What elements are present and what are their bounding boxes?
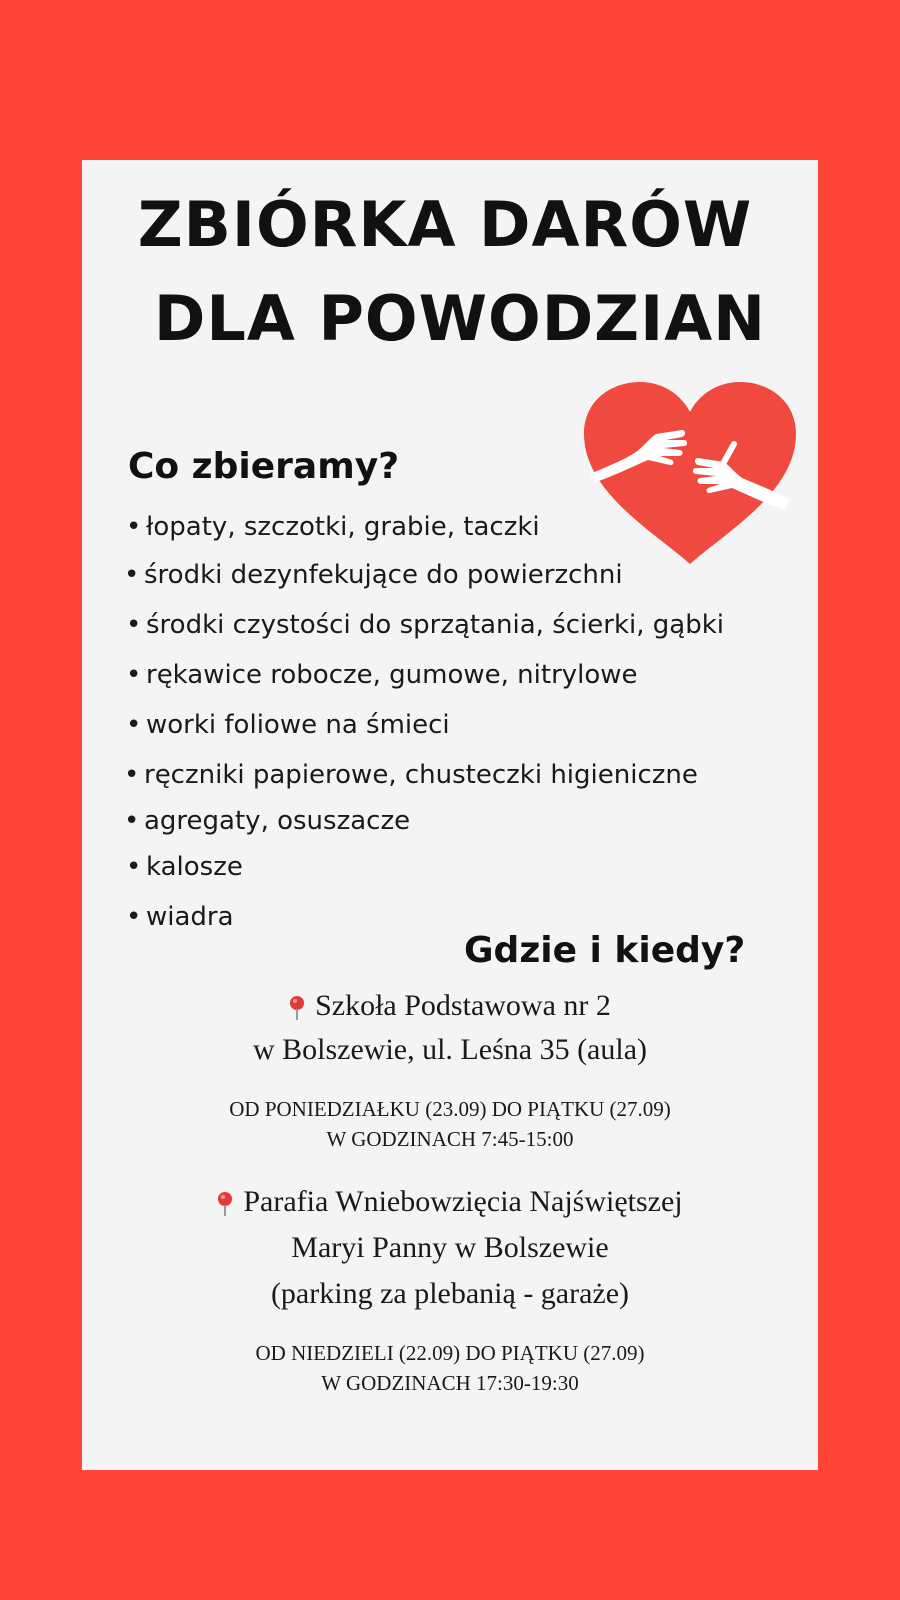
bullet: •: [126, 710, 142, 740]
list-item: [124, 760, 698, 790]
location-2-note: (parking za plebanią - garaże): [270, 1277, 630, 1310]
bullet: •: [126, 852, 142, 882]
bullet: •: [124, 560, 140, 590]
item-text: rękawice robocze, gumowe, nitrylowe: [146, 660, 638, 690]
item-text: agregaty, osuszacze: [144, 806, 411, 836]
location-2-hours: W GODZINACH 17:30-19:30: [321, 1371, 579, 1395]
bullet: •: [126, 610, 142, 640]
bullet: •: [124, 760, 140, 790]
item-text: środki czystości do sprzątania, ścierki, gąbki: [146, 610, 724, 640]
what-we-collect-heading: Co zbieramy?: [128, 446, 400, 487]
location-1-days: OD PONIEDZIAŁKU (23.09) DO PIĄTKU (27.09): [229, 1097, 671, 1121]
list-item: [126, 512, 540, 542]
location-1-line-1: [82, 984, 818, 1028]
location-2-name: Parafia Wniebowzięcia Najświętszej: [243, 1185, 683, 1218]
list-item: [126, 902, 234, 932]
bullet: •: [124, 806, 140, 836]
item-text: wiadra: [146, 902, 234, 932]
location-1-name: Szkoła Podstawowa nr 2: [315, 989, 611, 1022]
list-item: [126, 852, 243, 882]
title-line-1: ZBIÓRKA DARÓW: [137, 188, 753, 261]
location-1-hours: W GODZINACH 7:45-15:00: [326, 1127, 574, 1151]
location-2-line-1: [82, 1180, 818, 1224]
title-line-2: DLA POWODZIAN: [153, 282, 767, 355]
list-item: [124, 806, 410, 836]
location-1-address: w Bolszewie, ul. Leśna 35 (aula): [252, 1033, 648, 1066]
location-2-days: OD NIEDZIELI (22.09) DO PIĄTKU (27.09): [255, 1341, 645, 1365]
item-text: ręczniki papierowe, chusteczki higieniczne: [144, 760, 698, 790]
item-text: łopaty, szczotki, grabie, taczki: [146, 512, 540, 542]
list-item: [126, 660, 638, 690]
item-text: kalosze: [146, 852, 243, 882]
location-pin-icon: [217, 1191, 233, 1217]
list-item: [126, 610, 724, 640]
location-2-name-cont: Maryi Panny w Bolszewie: [291, 1231, 609, 1264]
bullet: •: [126, 660, 142, 690]
bullet: •: [126, 902, 142, 932]
item-text: środki dezynfekujące do powierzchni: [144, 560, 623, 590]
bullet: •: [126, 512, 142, 542]
location-pin-icon: [289, 995, 305, 1021]
list-item: [124, 560, 623, 590]
where-and-when-heading: Gdzie i kiedy?: [464, 930, 746, 971]
heart-with-hugging-hands-icon: [584, 382, 796, 566]
poster-card: [82, 160, 818, 1470]
list-item: [126, 710, 450, 740]
item-text: worki foliowe na śmieci: [146, 710, 450, 740]
